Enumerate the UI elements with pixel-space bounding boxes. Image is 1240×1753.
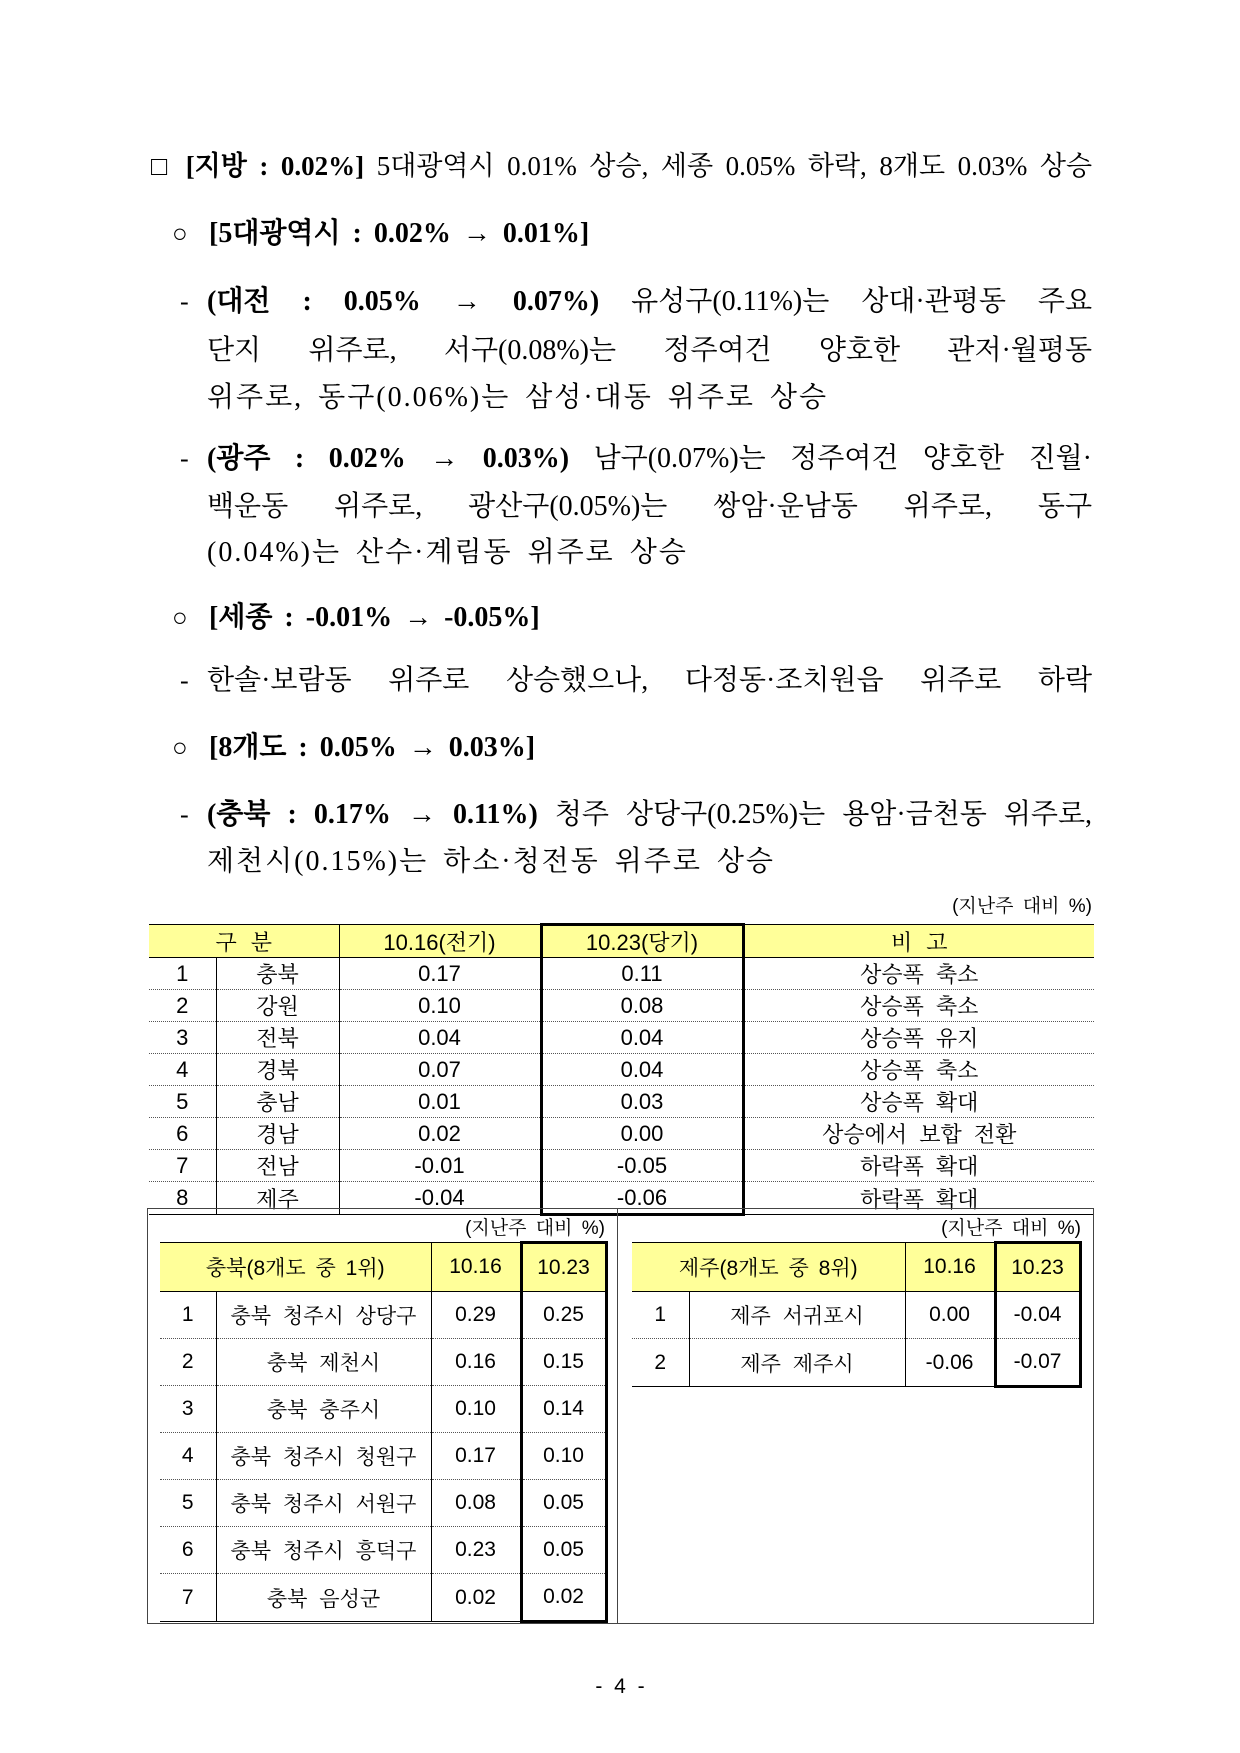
- row-no: 3: [149, 1022, 216, 1054]
- row-remark: 상승폭 축소: [743, 958, 1094, 990]
- chungbuk-lead: (충북 : 0.17% → 0.11%): [207, 799, 538, 830]
- row-curr: -0.06: [541, 1182, 743, 1215]
- row-no: 1: [149, 958, 216, 990]
- row-no: 2: [149, 990, 216, 1022]
- row-prev: 0.07: [339, 1054, 541, 1086]
- table-row: [160, 1386, 606, 1433]
- row-region: 충남: [216, 1086, 339, 1118]
- table-row: [149, 1054, 1094, 1086]
- row-area: 제주 서귀포시: [689, 1292, 905, 1339]
- row-remark: 상승폭 확대: [743, 1086, 1094, 1118]
- table-row: [632, 1292, 1080, 1339]
- header-curr: 10.23: [995, 1243, 1080, 1292]
- row-curr: 0.05: [521, 1480, 606, 1527]
- row-curr: 0.15: [521, 1339, 606, 1386]
- table-row: [149, 1118, 1094, 1150]
- summary-heading: [151, 145, 1092, 187]
- row-prev: 0.17: [339, 958, 541, 990]
- sejong-dash: -: [180, 666, 189, 695]
- daejeon-line-2: 단지 위주로, 서구(0.08%)는 정주여건 양호한 관저·월평동: [207, 335, 1092, 366]
- header-prev: 10.16: [905, 1243, 995, 1292]
- row-area: 충북 청주시 청원구: [216, 1433, 431, 1480]
- row-no: 1: [632, 1292, 689, 1339]
- chungbuk-text-1: 청주 상당구(0.25%)는 용암·금천동 위주로,: [554, 799, 1092, 830]
- row-curr: 0.11: [541, 958, 743, 990]
- row-region: 충북: [216, 958, 339, 990]
- left-detail-unit-note: (지난주 대비 %): [465, 1218, 605, 1239]
- table-header-row: [632, 1243, 1080, 1292]
- row-area: 충북 제천시: [216, 1339, 431, 1386]
- row-region: 경북: [216, 1054, 339, 1086]
- row-curr: -0.05: [541, 1150, 743, 1182]
- row-no: 2: [160, 1339, 216, 1386]
- table-row: [149, 1150, 1094, 1182]
- row-prev: 0.10: [339, 990, 541, 1022]
- gwangju-lead: (광주 : 0.02% → 0.03%): [207, 443, 570, 474]
- row-remark: 하락폭 확대: [743, 1150, 1094, 1182]
- regional-change-table: [149, 923, 1094, 1216]
- row-prev: 0.23: [431, 1527, 521, 1574]
- row-curr: 0.05: [521, 1527, 606, 1574]
- row-remark: 상승폭 축소: [743, 1054, 1094, 1086]
- gwangju-text-1: 남구(0.07%)는 정주여건 양호한 진월·: [593, 443, 1092, 474]
- header-title: 제주(8개도 중 8위): [632, 1243, 905, 1292]
- row-prev: 0.10: [431, 1386, 521, 1433]
- provinces-bullet-icon: ○: [172, 733, 188, 762]
- row-prev: 0.02: [339, 1118, 541, 1150]
- table-row: [160, 1339, 606, 1386]
- provinces-title: [8개도 : 0.05% → 0.03%]: [209, 732, 536, 763]
- daejeon-text-1: 유성구(0.11%)는 상대·관평동 주요: [631, 286, 1092, 317]
- chungbuk-detail-table: [160, 1241, 608, 1623]
- row-curr: 0.10: [521, 1433, 606, 1480]
- table-row: [160, 1527, 606, 1574]
- row-no: 8: [149, 1182, 216, 1215]
- row-curr: 0.25: [521, 1292, 606, 1339]
- row-prev: 0.17: [431, 1433, 521, 1480]
- gwangju-line-2: 백운동 위주로, 광산구(0.05%)는 쌍암·운남동 위주로, 동구: [207, 491, 1092, 522]
- gwangju-line-3: (0.04%)는 산수·계림동 위주로 상승: [207, 537, 688, 568]
- row-curr: 0.00: [541, 1118, 743, 1150]
- summary-heading-lead: [지방 : 0.02%]: [185, 151, 365, 181]
- row-prev: -0.01: [339, 1150, 541, 1182]
- row-remark: 하락폭 확대: [743, 1182, 1094, 1215]
- checkbox-square-icon: □: [151, 151, 174, 181]
- table-row: [160, 1292, 606, 1339]
- sejong-title: [세종 : -0.01% → -0.05%]: [209, 602, 540, 633]
- header-prev: 10.16: [431, 1243, 521, 1292]
- row-prev: -0.06: [905, 1339, 995, 1387]
- row-curr: -0.07: [995, 1339, 1080, 1387]
- row-no: 1: [160, 1292, 216, 1339]
- header-curr: 10.23: [521, 1243, 606, 1292]
- row-curr: 0.04: [541, 1054, 743, 1086]
- row-remark: 상승폭 축소: [743, 990, 1094, 1022]
- chungbuk-dash: -: [180, 800, 189, 829]
- row-curr: -0.04: [995, 1292, 1080, 1339]
- row-remark: 상승에서 보합 전환: [743, 1118, 1094, 1150]
- row-region: 전남: [216, 1150, 339, 1182]
- daejeon-dash: -: [180, 287, 189, 316]
- row-prev: 0.00: [905, 1292, 995, 1339]
- row-no: 6: [160, 1527, 216, 1574]
- row-prev: 0.16: [431, 1339, 521, 1386]
- row-curr: 0.02: [521, 1574, 606, 1622]
- row-area: 충북 청주시 흥덕구: [216, 1527, 431, 1574]
- gwangju-line-1: [207, 438, 1092, 480]
- row-region: 강원: [216, 990, 339, 1022]
- row-no: 7: [149, 1150, 216, 1182]
- table-row: [149, 1086, 1094, 1118]
- chungbuk-line-2: 제천시(0.15%)는 하소·청전동 위주로 상승: [207, 846, 775, 877]
- row-no: 4: [149, 1054, 216, 1086]
- row-prev: 0.02: [431, 1574, 521, 1622]
- row-remark: 상승폭 유지: [743, 1022, 1094, 1054]
- table-header-row: [149, 925, 1094, 958]
- gwangju-dash: -: [180, 444, 189, 473]
- table-row: [149, 990, 1094, 1022]
- table-header-row: [160, 1243, 606, 1292]
- table-row: [632, 1339, 1080, 1387]
- summary-heading-text: 5대광역시 0.01% 상승, 세종 0.05% 하락, 8개도 0.03% 상승: [376, 151, 1092, 181]
- table-row: [160, 1480, 606, 1527]
- row-area: 충북 청주시 서원구: [216, 1480, 431, 1527]
- metro-bullet-icon: ○: [172, 219, 188, 248]
- sejong-bullet-icon: ○: [172, 603, 188, 632]
- row-curr: 0.04: [541, 1022, 743, 1054]
- daejeon-line-1: [207, 281, 1092, 323]
- table-row: [149, 958, 1094, 990]
- row-no: 4: [160, 1433, 216, 1480]
- jeju-detail-table: [632, 1241, 1082, 1388]
- header-current-week: 10.23(당기): [541, 925, 743, 958]
- sejong-line: 한솔·보람동 위주로 상승했으나, 다정동·조치원읍 위주로 하락: [207, 665, 1092, 696]
- row-no: 6: [149, 1118, 216, 1150]
- row-area: 충북 충주시: [216, 1386, 431, 1433]
- chungbuk-line-1: [207, 794, 1092, 836]
- row-no: 5: [160, 1480, 216, 1527]
- row-curr: 0.08: [541, 990, 743, 1022]
- header-remark: 비 고: [743, 925, 1094, 958]
- table-row: [160, 1574, 606, 1622]
- row-region: 경남: [216, 1118, 339, 1150]
- row-prev: 0.01: [339, 1086, 541, 1118]
- row-curr: 0.03: [541, 1086, 743, 1118]
- row-curr: 0.14: [521, 1386, 606, 1433]
- row-area: 충북 음성군: [216, 1574, 431, 1622]
- row-prev: -0.04: [339, 1182, 541, 1215]
- detail-divider: [617, 1208, 618, 1624]
- row-prev: 0.29: [431, 1292, 521, 1339]
- right-detail-unit-note: (지난주 대비 %): [941, 1218, 1081, 1239]
- row-area: 제주 제주시: [689, 1339, 905, 1387]
- row-prev: 0.04: [339, 1022, 541, 1054]
- main-table-unit-note: (지난주 대비 %): [952, 896, 1092, 917]
- row-region: 전북: [216, 1022, 339, 1054]
- metro-title: [5대광역시 : 0.02% → 0.01%]: [209, 218, 590, 249]
- row-prev: 0.08: [431, 1480, 521, 1527]
- row-no: 2: [632, 1339, 689, 1387]
- row-no: 5: [149, 1086, 216, 1118]
- daejeon-lead: (대전 : 0.05% → 0.07%): [207, 286, 600, 317]
- table-row: [160, 1433, 606, 1480]
- header-title: 충북(8개도 중 1위): [160, 1243, 431, 1292]
- page-number: - 4 -: [595, 1675, 645, 1698]
- daejeon-line-3: 위주로, 동구(0.06%)는 삼성·대동 위주로 상승: [207, 382, 829, 413]
- header-prev-week: 10.16(전기): [339, 925, 541, 958]
- row-no: 3: [160, 1386, 216, 1433]
- table-row: [149, 1022, 1094, 1054]
- header-category: 구 분: [149, 925, 339, 958]
- row-region: 제주: [216, 1182, 339, 1215]
- row-no: 7: [160, 1574, 216, 1622]
- row-area: 충북 청주시 상당구: [216, 1292, 431, 1339]
